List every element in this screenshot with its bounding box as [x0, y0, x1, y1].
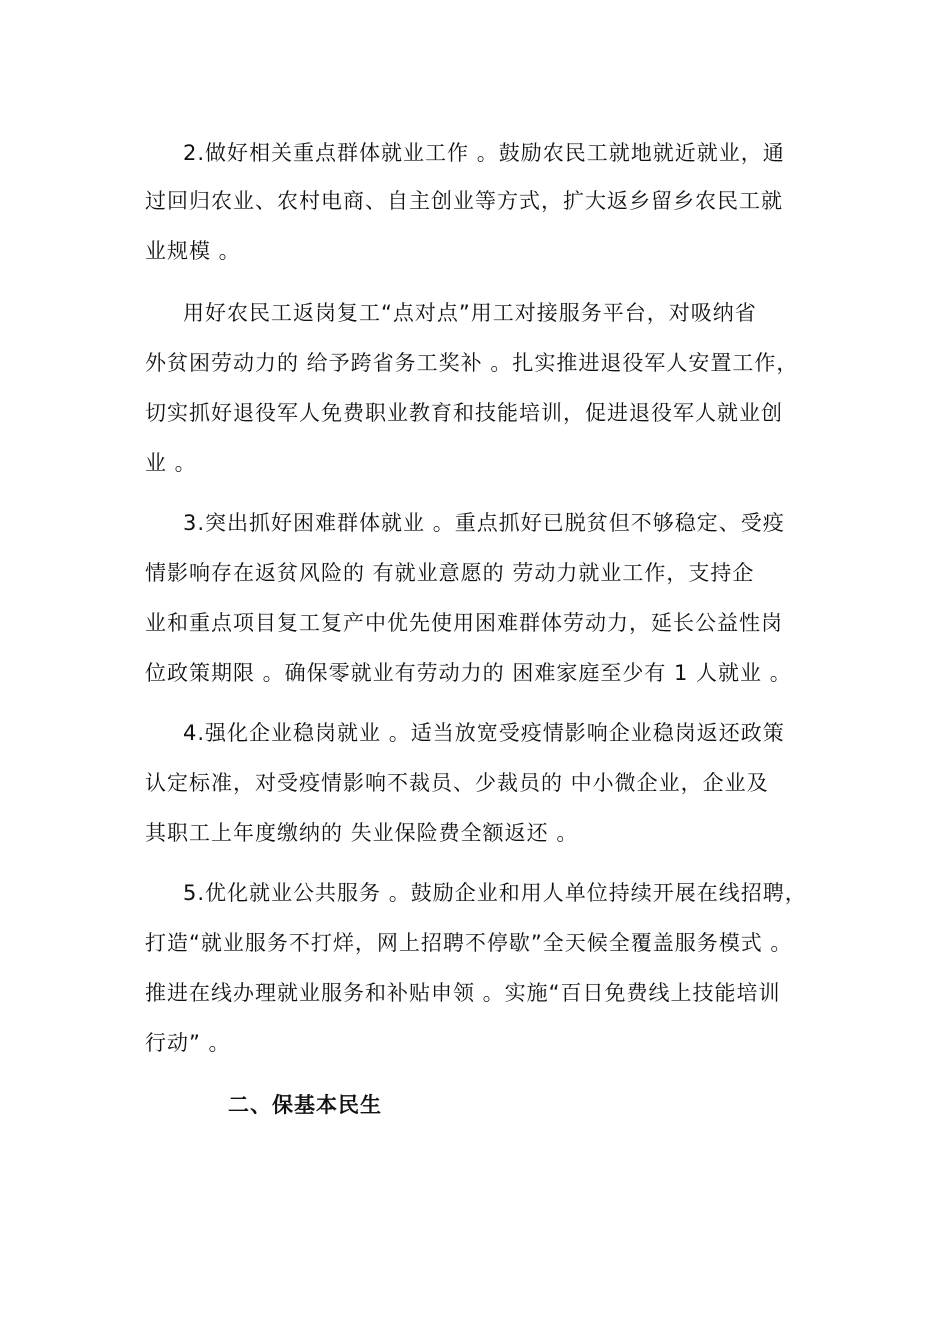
paragraph-5-line-1: 5.优化就业公共服务 。鼓励企业和用人单位持续开展在线招聘， [183, 881, 807, 905]
paragraph-3-line-4: 位政策期限 。确保零就业有劳动力的 困难家庭至少有 1 人就业 。 [145, 661, 792, 685]
paragraph-3-line-2: 情影响存在返贫风险的 有就业意愿的 劳动力就业工作，支持企 [145, 561, 755, 585]
paragraph-1-line-1: 2.做好相关重点群体就业工作 。鼓励农民工就地就近就业，通 [183, 141, 785, 165]
paragraph-2-line-2: 外贫困劳动力的 给予跨省务工奖补 。扎实推进退役军人安置工作， [145, 351, 799, 375]
paragraph-5-line-3: 推进在线办理就业服务和补贴申领 。实施“百日免费线上技能培训 [145, 981, 781, 1005]
paragraph-4-line-1: 4.强化企业稳岗就业 。适当放宽受疫情影响企业稳岗返还政策 [183, 721, 785, 745]
paragraph-1-line-3: 业规模 。 [145, 239, 241, 263]
paragraph-5-line-4: 行动” 。 [145, 1031, 231, 1055]
paragraph-5-line-2: 打造“就业服务不打烊，网上招聘不停歇”全天候全覆盖服务模式 。 [145, 931, 793, 955]
paragraph-2-line-4: 业 。 [145, 451, 197, 475]
paragraph-4-line-3: 其职工上年度缴纳的 失业保险费全额返还 。 [145, 821, 579, 845]
paragraph-1-line-2: 过回归农业、农村电商、自主创业等方式，扩大返乡留乡农民工就 [145, 189, 783, 213]
paragraph-3-line-3: 业和重点项目复工复产中优先使用困难群体劳动力，延长公益性岗 [145, 611, 783, 635]
paragraph-4-line-2: 认定标准，对受疫情影响不裁员、少裁员的 中小微企业，企业及 [145, 771, 769, 795]
paragraph-2-line-1: 用好农民工返岗复工“点对点”用工对接服务平台，对吸纳省 [183, 301, 757, 325]
paragraph-3-line-1: 3.突出抓好困难群体就业 。重点抓好已脱贫但不够稳定、受疫 [183, 511, 785, 535]
paragraph-2-line-3: 切实抓好退役军人免费职业教育和技能培训，促进退役军人就业创 [145, 401, 783, 425]
section-heading: 二、保基本民生 [228, 1093, 382, 1117]
